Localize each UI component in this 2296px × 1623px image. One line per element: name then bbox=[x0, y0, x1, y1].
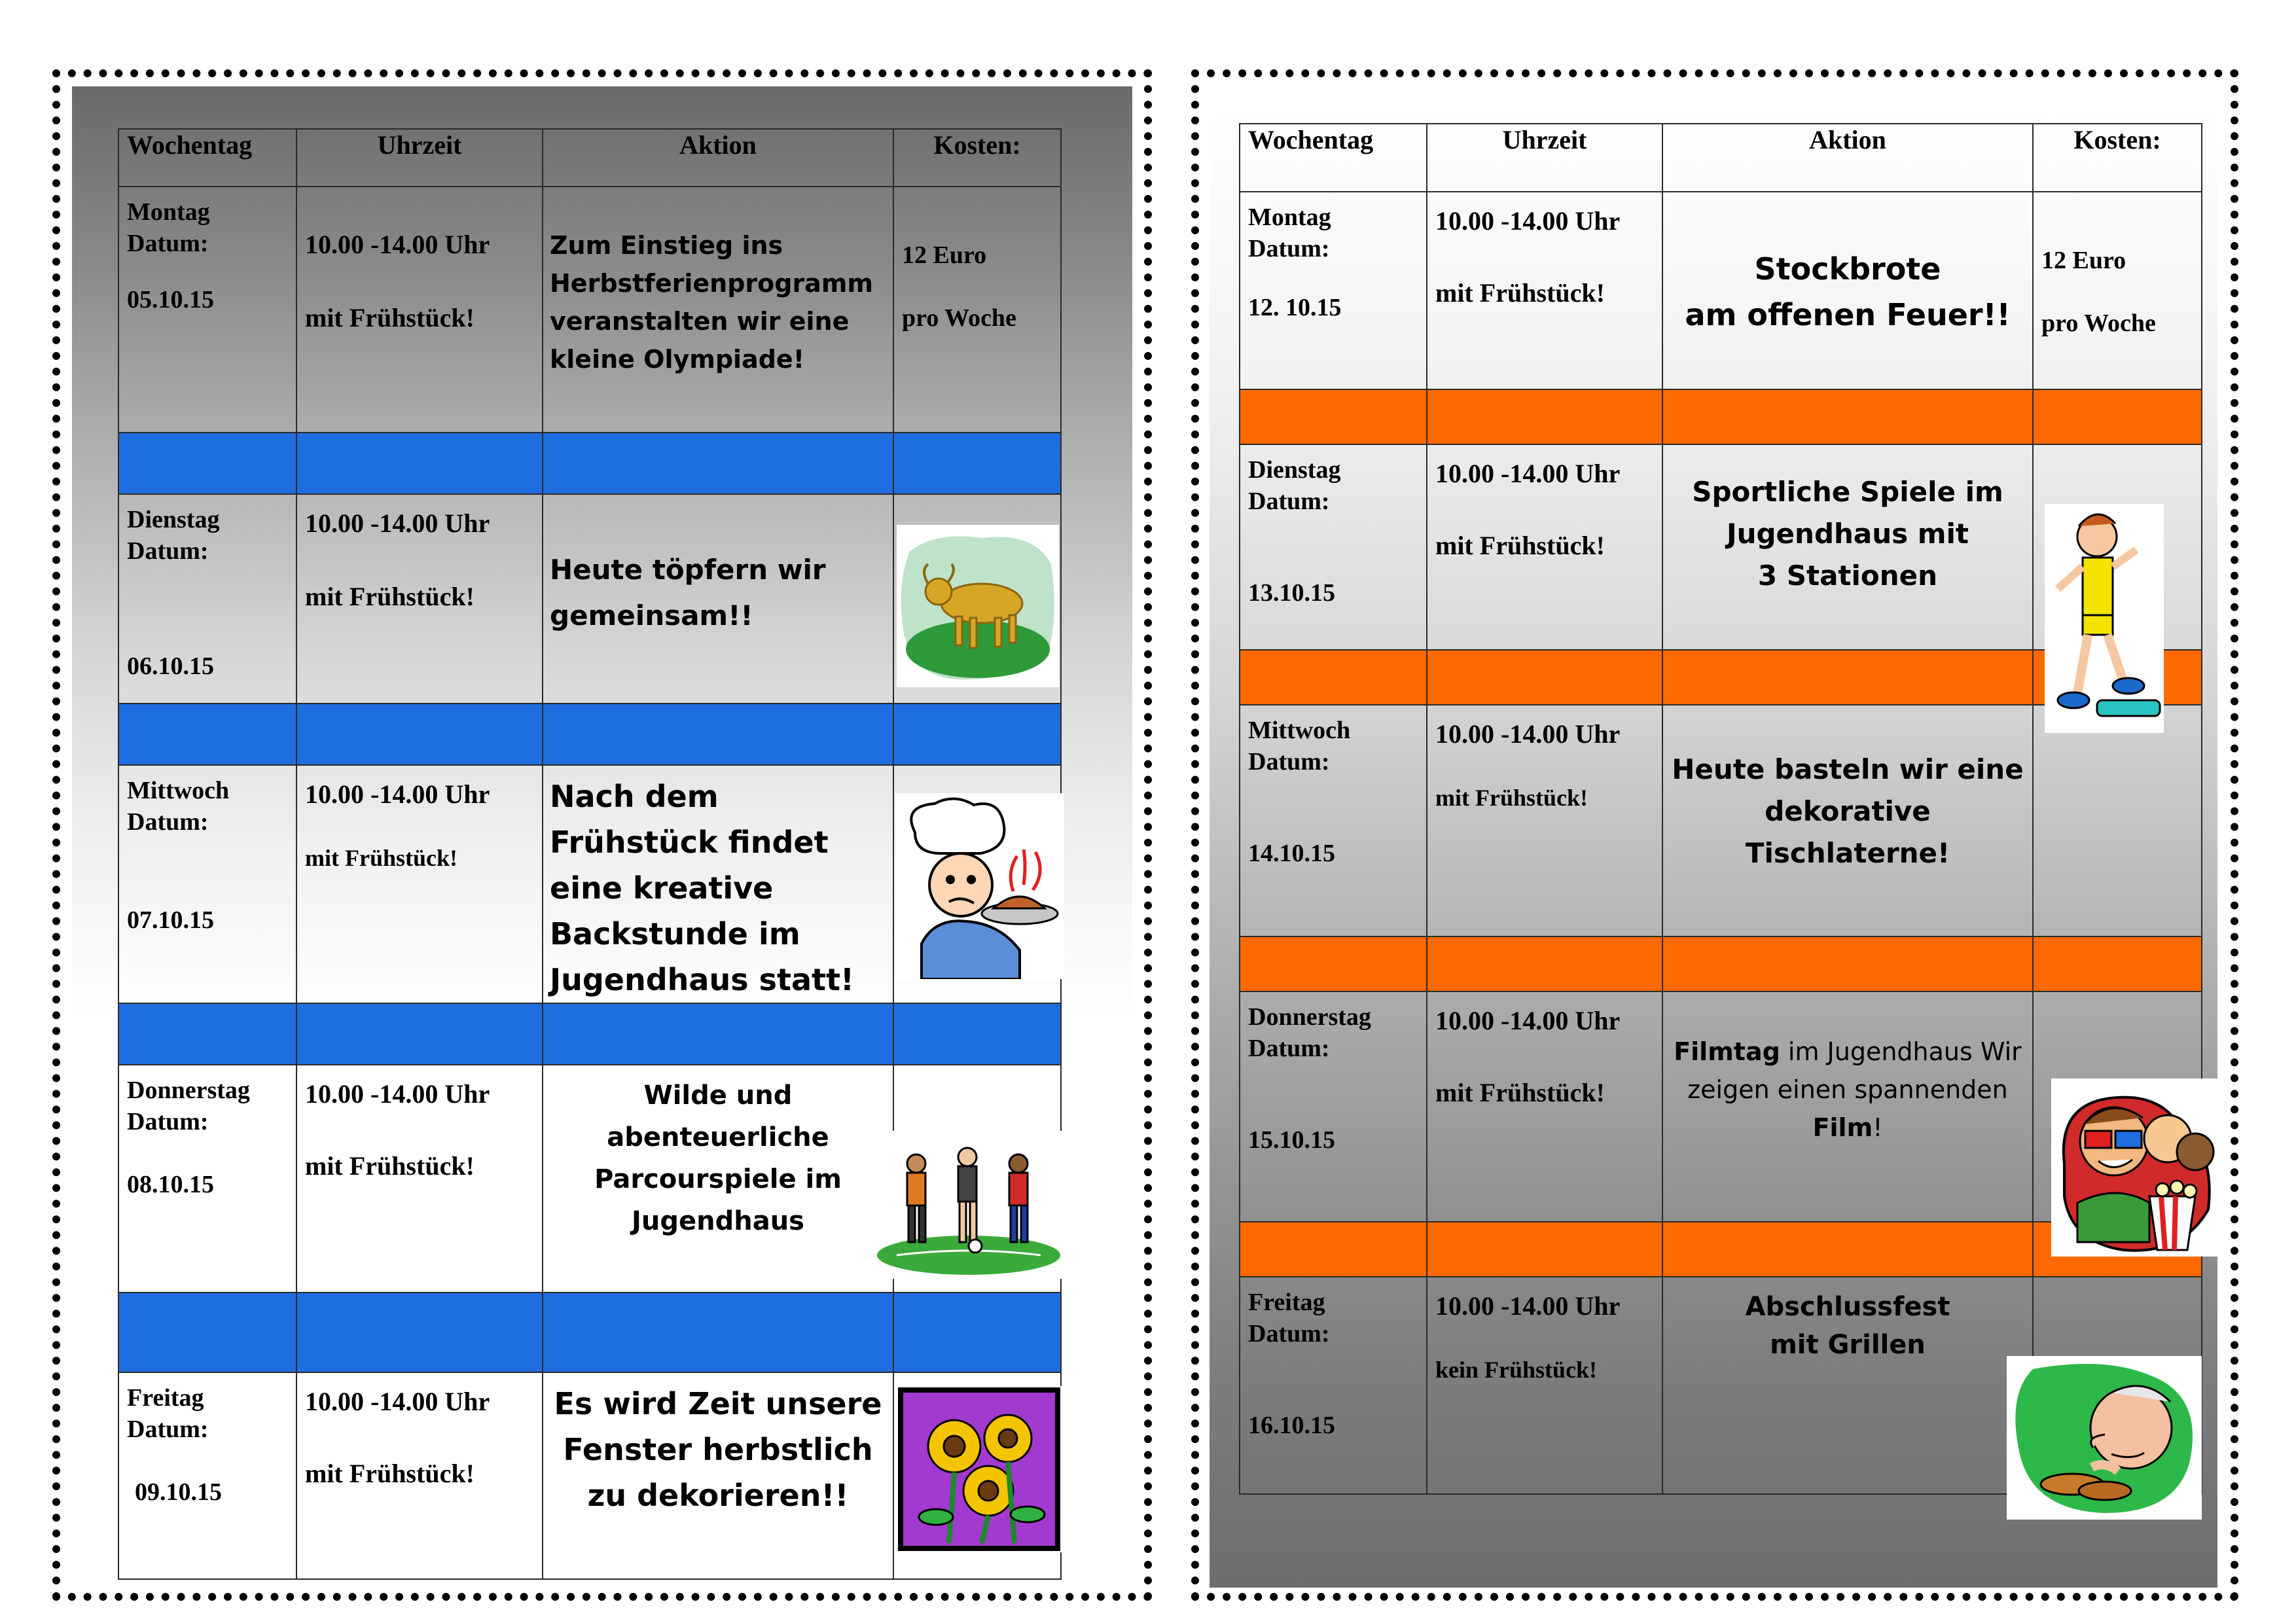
day-name: Mittwoch bbox=[1248, 717, 1351, 744]
day-name: Montag bbox=[127, 198, 210, 226]
table-header-row bbox=[1240, 124, 2202, 192]
action-cell bbox=[1662, 991, 2033, 1222]
time-value: 10.00 -14.00 Uhr bbox=[1435, 206, 1621, 236]
time-value: 10.00 -14.00 Uhr bbox=[1435, 719, 1621, 749]
breakfast-note: mit Frühstück! bbox=[1435, 531, 1605, 560]
action-cell bbox=[1662, 1277, 2033, 1494]
time-value: 10.00 -14.00 Uhr bbox=[1435, 1291, 1621, 1321]
action-line: Heute basteln wir eine bbox=[1672, 753, 2024, 785]
day-name: Donnerstag bbox=[1248, 1003, 1371, 1031]
day-name: Donnerstag bbox=[127, 1077, 250, 1104]
breakfast-note: mit Frühstück! bbox=[305, 1459, 475, 1488]
weekday-cell bbox=[1240, 444, 1427, 650]
action-cell: Zum Einstieg ins Herbstferienprogramm veranstalten wir eine kleine Olympiade! bbox=[543, 187, 893, 433]
weekday-cell bbox=[1240, 192, 1427, 389]
time-cell bbox=[296, 494, 543, 704]
baker-icon bbox=[895, 793, 1064, 979]
table-row bbox=[1240, 705, 2202, 936]
time-value: 10.00 -14.00 Uhr bbox=[1435, 459, 1621, 488]
date-label: Datum: bbox=[1248, 1035, 1330, 1062]
header-action: Aktion bbox=[543, 129, 893, 187]
cost-period: pro Woche bbox=[2041, 310, 2156, 337]
cost-cell bbox=[2033, 192, 2202, 389]
action-line: zeigen einen spannenden bbox=[1687, 1075, 2008, 1104]
date-label: Datum: bbox=[127, 1416, 209, 1443]
breakfast-note: mit Frühstück! bbox=[305, 1151, 475, 1181]
cost-period: pro Woche bbox=[902, 304, 1016, 332]
cost-amount: 12 Euro bbox=[2041, 247, 2126, 274]
date-label: Datum: bbox=[1248, 488, 1330, 515]
time-cell bbox=[296, 187, 543, 433]
right-schedule-table bbox=[1239, 123, 2202, 1495]
breakfast-note: kein Frühstück! bbox=[1435, 1357, 1598, 1383]
date-value: 05.10.15 bbox=[127, 286, 214, 313]
separator-row bbox=[118, 1003, 1061, 1065]
time-cell bbox=[1427, 192, 1662, 389]
action-line bbox=[1670, 1109, 2026, 1147]
time-value: 10.00 -14.00 Uhr bbox=[305, 508, 490, 538]
date-value: 14.10.15 bbox=[1248, 840, 1335, 867]
clay-bull-icon bbox=[897, 525, 1059, 687]
time-cell bbox=[1427, 1277, 1662, 1494]
time-value: 10.00 -14.00 Uhr bbox=[305, 1079, 490, 1109]
header-action: Aktion bbox=[1662, 124, 2033, 192]
breakfast-note: mit Frühstück! bbox=[1435, 278, 1605, 308]
action-cell: Wilde und abenteuerliche Parcourspiele im Jugendhaus bbox=[543, 1065, 893, 1293]
day-name: Freitag bbox=[1248, 1289, 1325, 1316]
action-line: am offenen Feuer!! bbox=[1685, 297, 2011, 332]
time-value: 10.00 -14.00 Uhr bbox=[1435, 1006, 1621, 1035]
day-name: Mittwoch bbox=[127, 777, 230, 804]
time-cell bbox=[296, 1065, 543, 1293]
date-label: Datum: bbox=[127, 537, 209, 565]
date-label: Datum: bbox=[127, 808, 209, 836]
header-cost: Kosten: bbox=[893, 129, 1061, 187]
breakfast-note: mit Frühstück! bbox=[305, 582, 475, 611]
day-name: Montag bbox=[1248, 204, 1331, 231]
action-line: Jugendhaus mit bbox=[1726, 518, 1969, 550]
action-line: dekorative Tischlaterne! bbox=[1745, 795, 1950, 869]
time-cell bbox=[1427, 444, 1662, 650]
action-cell bbox=[1662, 705, 2033, 936]
date-value: 06.10.15 bbox=[127, 652, 214, 680]
weekday-cell bbox=[118, 765, 296, 1003]
action-line: Stockbrote bbox=[1754, 251, 1941, 287]
weekday-cell bbox=[118, 1065, 296, 1293]
cost-amount: 12 Euro bbox=[902, 241, 987, 269]
day-name: Dienstag bbox=[1248, 456, 1341, 484]
action-text: im Jugendhaus Wir bbox=[1780, 1037, 2022, 1066]
time-cell bbox=[296, 765, 543, 1003]
action-line bbox=[1670, 1033, 2026, 1071]
action-bold: Film bbox=[1812, 1113, 1873, 1142]
separator-row bbox=[1240, 936, 2202, 991]
action-line: 3 Stationen bbox=[1757, 560, 1938, 592]
sunflower-window-icon bbox=[897, 1386, 1062, 1552]
date-value: 13.10.15 bbox=[1248, 579, 1335, 607]
date-label: Datum: bbox=[1248, 235, 1330, 262]
action-text: ! bbox=[1873, 1113, 1883, 1142]
table-row bbox=[118, 187, 1061, 433]
time-cell bbox=[296, 1372, 543, 1579]
step-aerobics-icon bbox=[2045, 504, 2164, 733]
table-row bbox=[1240, 192, 2202, 389]
weekday-cell bbox=[1240, 705, 1427, 936]
old-man-grill-icon bbox=[2007, 1356, 2202, 1520]
header-cost: Kosten: bbox=[2033, 124, 2202, 192]
date-label: Datum: bbox=[127, 230, 209, 257]
action-line: Sportliche Spiele im bbox=[1692, 476, 2003, 508]
action-cell bbox=[1662, 444, 2033, 650]
time-cell bbox=[1427, 991, 1662, 1222]
separator-row bbox=[118, 1293, 1061, 1372]
date-value: 07.10.15 bbox=[127, 906, 214, 934]
weekday-cell bbox=[118, 1372, 296, 1579]
action-cell: Es wird Zeit unsere Fenster herbstlich zu dekorieren!! bbox=[543, 1372, 893, 1579]
date-value: 12. 10.15 bbox=[1248, 294, 1342, 321]
breakfast-note: mit Frühstück! bbox=[1435, 1078, 1605, 1107]
time-value: 10.00 -14.00 Uhr bbox=[305, 779, 490, 809]
weekday-cell bbox=[118, 494, 296, 704]
separator-row bbox=[1240, 389, 2202, 444]
header-weekday: Wochentag bbox=[1240, 124, 1427, 192]
header-time: Uhrzeit bbox=[296, 129, 543, 187]
date-value: 09.10.15 bbox=[135, 1478, 222, 1506]
date-label: Datum: bbox=[127, 1108, 209, 1135]
weekday-cell bbox=[1240, 1277, 1427, 1494]
3d-movie-kids-icon bbox=[2051, 1079, 2217, 1257]
action-cell bbox=[1662, 192, 2033, 389]
cost-cell bbox=[893, 187, 1061, 433]
football-players-icon bbox=[870, 1131, 1064, 1279]
separator-row bbox=[118, 704, 1061, 765]
time-cell bbox=[1427, 705, 1662, 936]
date-value: 15.10.15 bbox=[1248, 1126, 1335, 1154]
action-cell: Nach dem Frühstück findet eine kreative Backstunde im Jugendhaus statt! bbox=[543, 765, 893, 1003]
action-cell: Heute töpfern wir gemeinsam!! bbox=[543, 494, 893, 704]
weekday-cell bbox=[1240, 991, 1427, 1222]
cost-cell bbox=[2033, 705, 2202, 936]
time-value: 10.00 -14.00 Uhr bbox=[305, 230, 490, 259]
action-line: Abschlussfest bbox=[1745, 1292, 1950, 1322]
date-value: 16.10.15 bbox=[1248, 1412, 1335, 1439]
breakfast-note: mit Frühstück! bbox=[305, 303, 475, 332]
header-weekday: Wochentag bbox=[118, 129, 296, 187]
time-value: 10.00 -14.00 Uhr bbox=[305, 1387, 490, 1416]
date-label: Datum: bbox=[1248, 1320, 1330, 1347]
table-header-row bbox=[118, 129, 1061, 187]
date-label: Datum: bbox=[1248, 748, 1330, 776]
action-line: mit Grillen bbox=[1770, 1330, 1926, 1360]
weekday-cell bbox=[118, 187, 296, 433]
day-name: Dienstag bbox=[127, 506, 220, 533]
breakfast-note: mit Frühstück! bbox=[1435, 785, 1588, 811]
breakfast-note: mit Frühstück! bbox=[305, 845, 457, 871]
separator-row bbox=[118, 433, 1061, 494]
action-bold: Filmtag bbox=[1674, 1037, 1780, 1066]
date-value: 08.10.15 bbox=[127, 1171, 214, 1198]
header-time: Uhrzeit bbox=[1427, 124, 1662, 192]
day-name: Freitag bbox=[127, 1384, 204, 1412]
